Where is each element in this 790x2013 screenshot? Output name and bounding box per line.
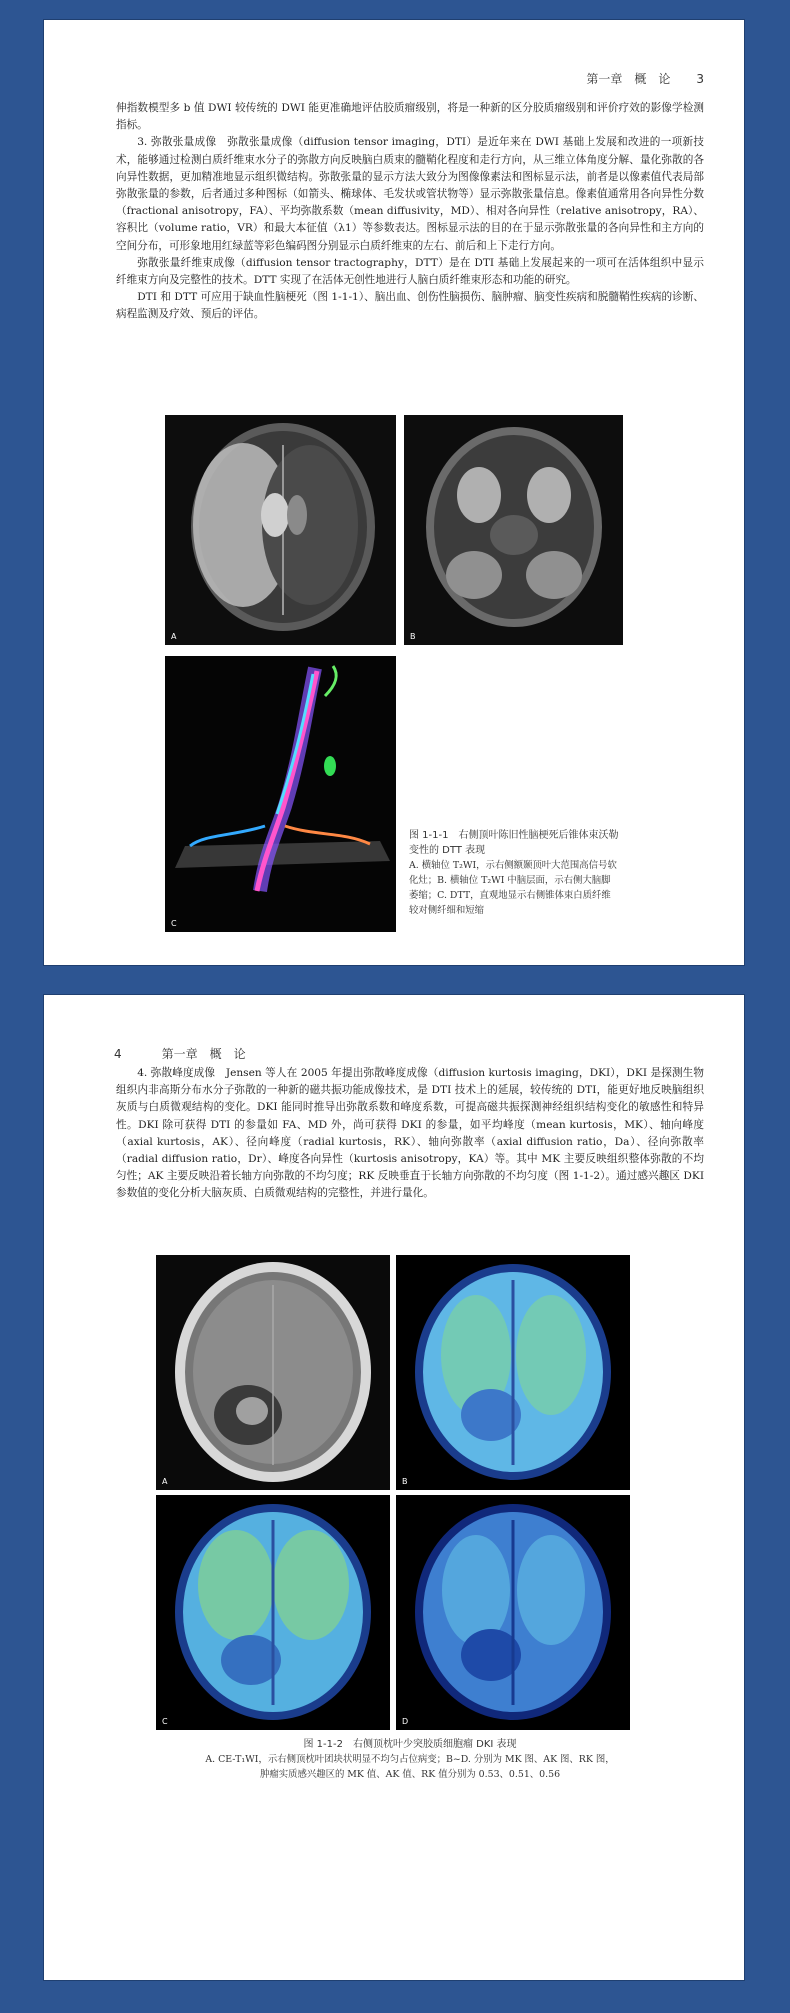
running-header	[114, 1045, 246, 1062]
paragraph: 弥散张量纤维束成像（diffusion tensor tractography，DTT）是在 DTI 基础上发展起来的一项可在活体组织中显示纤维束方向及完整性的技术。DTT 实现了在活体无创性地进行人脑白质纤维束形态和功能的研究。	[116, 256, 704, 287]
page-number: 3	[696, 72, 704, 86]
body-text	[116, 100, 704, 324]
ce-t1wi-image	[156, 1255, 390, 1490]
paragraph: 伸指数模型多 b 值 DWI 较传统的 DWI 能更准确地评估胶质瘤级别，将是一种新的区分胶质瘤级别和评价疗效的影像学检测指标。	[116, 102, 704, 132]
paragraph: 3. 弥散张量成像 弥散张量成像（diffusion tensor imaging，DTI）是近年来在 DWI 基础上发展和改进的一项新技术，能够通过检测白质纤维束水分子的弥散方向反映脑白质束的髓鞘化程度和走行方向，从三维立体角度分解、量化弥散的各向异性数据，更加精准地显示组织微结构。弥散张量的显示方法大致分为图像像素法和图标显示法，前者是以像素值代表局部弥散张量的参数，后者通过多种图标（如箭头、椭球体、毛发状或管状物等）显示弥散张量信息。像素值通常用各向异性分数（fractional anisotropy，FA）、平均弥散系数（mean diffusivity，MD）、相对各向异性（relative anisotropy，RA）、容积比（volume ratio，VR）和最大本征值（λ1）等参数表达。图标显示法的目的在于显示弥散张量的各向异性和主方向的空间分布，可形象地用红绿蓝等彩色编码图分别显示白质纤维束的左右、前后和上下走行方向。	[116, 136, 704, 252]
running-header	[586, 70, 704, 87]
panel-label: B	[410, 632, 416, 641]
panel-label: D	[402, 1717, 409, 1726]
body-text	[116, 1065, 704, 1203]
figure-caption	[409, 828, 619, 918]
panel-label: C	[162, 1717, 168, 1726]
figure-1-1-2-c	[156, 1495, 390, 1730]
dtt-fiber-tract-image	[165, 656, 396, 932]
book-page-3	[44, 20, 744, 965]
figure-1-1-2-b	[396, 1255, 630, 1490]
mri-t2-axial-image	[165, 415, 396, 645]
figure-1-1-1-b	[404, 415, 623, 645]
figure-1-1-2-d	[396, 1495, 630, 1730]
caption-text: A. 横轴位 T₂WI，示右侧额颞顶叶大范围高信号软化灶；B. 横轴位 T₂WI 中脑层面，示右侧大脑脚萎缩；C. DTT，直观地显示右侧锥体束白质纤维较对侧纤细和短缩	[409, 860, 617, 916]
ak-map-image	[156, 1495, 390, 1730]
panel-label: B	[402, 1477, 408, 1486]
figure-caption	[116, 1737, 704, 1782]
panel-label: A	[162, 1477, 168, 1486]
paragraph: DTI 和 DTT 可应用于缺血性脑梗死（图 1-1-1）、脑出血、创伤性脑损伤、脑肿瘤、脑变性疾病和脱髓鞘性疾病的诊断、病程监测及疗效、预后的评估。	[116, 291, 704, 321]
page-number: 4	[114, 1047, 122, 1061]
mk-map-image	[396, 1255, 630, 1490]
caption-title: 图 1-1-2 右侧顶枕叶少突胶质细胞瘤 DKI 表现	[303, 1739, 517, 1750]
book-page-4	[44, 995, 744, 1980]
figure-1-1-1-c	[165, 656, 396, 932]
caption-text-line: 肿瘤实质感兴趣区的 MK 值、AK 值、RK 值分别为 0.53、0.51、0.56	[259, 1769, 561, 1780]
header-chapter: 第一章 概 论	[161, 1047, 246, 1061]
figure-1-1-1-a	[165, 415, 396, 645]
mri-t2-midbrain-image	[404, 415, 623, 645]
caption-title: 图 1-1-1 右侧顶叶陈旧性脑梗死后锥体束沃勒变性的 DTT 表现	[409, 830, 619, 856]
figure-1-1-2-a	[156, 1255, 390, 1490]
panel-label: A	[171, 632, 177, 641]
rk-map-image	[396, 1495, 630, 1730]
paragraph: 4. 弥散峰度成像 Jensen 等人在 2005 年提出弥散峰度成像（diffusion kurtosis imaging，DKI），DKI 是探测生物组织内非高斯分布水分子弥散的一种新的磁共振功能成像技术，是 DTI 技术上的延展，较传统的 DTI，能更好地反映脑组织灰质与白质微观结构的变化。DKI 能同时推导出弥散系数和峰度系数，可提高磁共振探测神经组织结构变化的敏感性和特异性。DKI 除可获得 DTI 的参量如 FA、MD 外，尚可获得 DKI 的参量，如平均峰度（mean kurtosis，MK）、轴向峰度（axial kurtosis，AK）、径向峰度（radial kurtosis，RK）、轴向弥散率（axial diffusion ratio，Da）、径向弥散率（radial diffusion ratio，Dr）、峰度各向异性（kurtosis anisotropy，KA）等。其中 MK 主要反映组织整体弥散的不均匀性；AK 主要反映沿着长轴方向弥散的不均匀度；RK 反映垂直于长轴方向弥散的不均匀度（图 1-1-2）。通过感兴趣区 DKI 参数值的变化分析大脑灰质、白质微观结构的完整性，并进行量化。	[116, 1067, 704, 1200]
caption-text-line: A. CE-T₁WI，示右侧顶枕叶团块状明显不均匀占位病变；B~D. 分别为 MK 图、AK 图、RK 图，	[205, 1754, 615, 1765]
panel-label: C	[171, 919, 177, 928]
header-chapter: 第一章 概 论	[586, 72, 671, 86]
